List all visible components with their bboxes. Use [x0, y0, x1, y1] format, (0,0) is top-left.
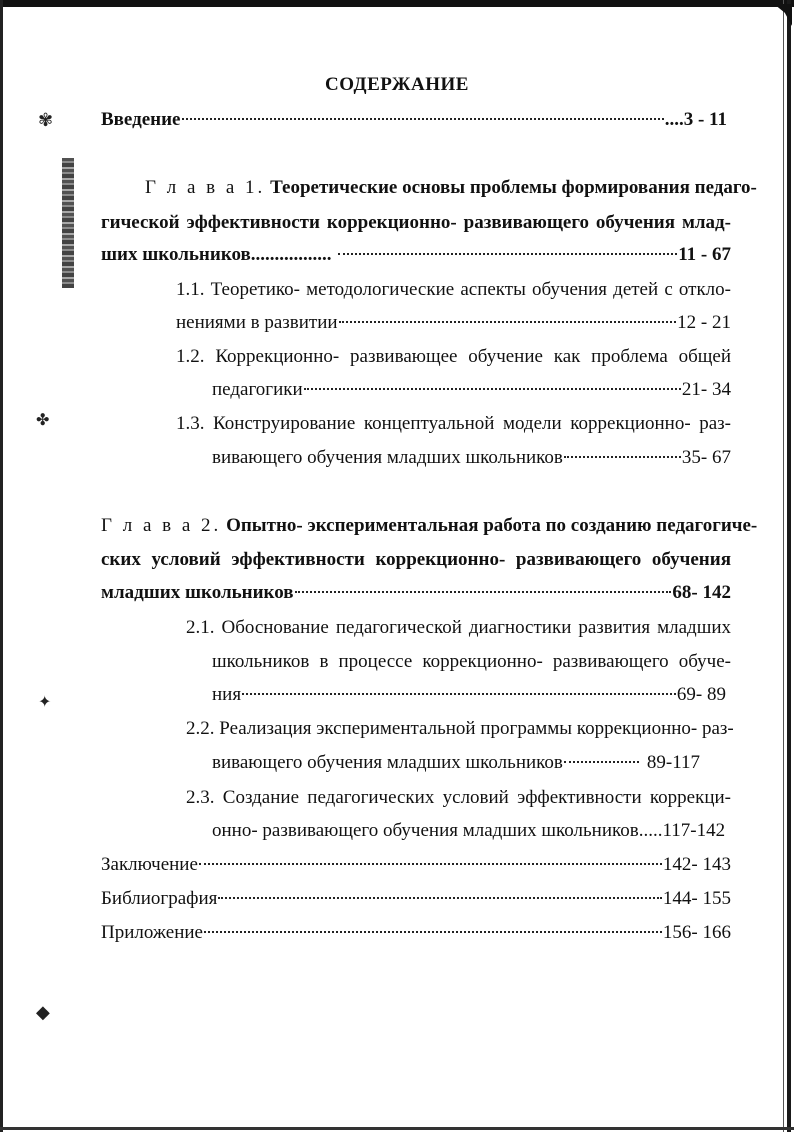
chapter-title-part: младших школьников: [101, 582, 294, 603]
toc-entry-pages: 68- 142: [672, 582, 731, 603]
dot-leader: [304, 388, 681, 390]
toc-entry-pages: 69- 89: [676, 684, 726, 705]
toc-entry-pages: 11 - 67: [678, 244, 731, 265]
toc-entry-label: педагогики: [212, 379, 303, 400]
chapter-title-part: Теоретические основы проблемы формирования педаго-: [270, 177, 757, 198]
chapter-prefix: Г л а в а 2.: [101, 515, 222, 536]
scan-border-left: [0, 0, 3, 1132]
dot-leader: [564, 761, 639, 763]
section-2-1-line3: [212, 683, 726, 707]
section-2-2-line1: 2.2. Реализация экспериментальной программы коррекционно- раз-: [186, 718, 734, 739]
dot-leader: [338, 253, 678, 255]
toc-entry-pages: 35- 67: [681, 447, 731, 468]
toc-entry-pages: .....117-142: [638, 820, 726, 841]
section-2-2-line2: [212, 751, 700, 775]
section-1-3-line2: [212, 446, 731, 470]
section-1-2-line1: 1.2. Коррекционно- развивающее обучение как проблема общей: [176, 346, 731, 367]
toc-entry-label: вивающего обучения младших школьников: [212, 447, 563, 468]
toc-entry-label: вивающего обучения младших школьников: [212, 752, 563, 773]
toc-entry-pages: 89-117: [646, 752, 700, 773]
toc-entry-label: Заключение: [101, 854, 198, 875]
scan-border-right-inner: [783, 0, 784, 1132]
chapter-1-heading-line3: [101, 243, 731, 267]
chapter-title-part: Опытно- экспериментальная работа по созданию педагогиче-: [226, 515, 758, 536]
dot-leader: [295, 591, 672, 593]
toc-entry-label: нениями в развитии: [176, 312, 338, 333]
section-1-1-line2: [176, 311, 731, 335]
toc-entry-pages: 156- 166: [662, 922, 731, 943]
scan-speck-icon: ✤: [36, 410, 50, 429]
toc-entry-pages: 12 - 21: [677, 312, 731, 333]
dot-leader: [204, 931, 662, 933]
scan-speck-icon: ◆: [36, 1002, 50, 1023]
chapter-2-heading-line3: [101, 581, 731, 605]
toc-entry-appendix: [101, 921, 731, 945]
toc-entry-bibliography: [101, 887, 731, 911]
chapter-2-heading-line1: [101, 514, 758, 538]
dot-leader: [218, 897, 662, 899]
dot-leader: [564, 456, 681, 458]
scan-artifact-strip: [62, 158, 74, 288]
scan-speck-icon: ✦: [38, 692, 52, 711]
chapter-2-heading-line2: ских условий эффективности коррекционно- развивающего обучения: [101, 549, 731, 570]
scan-border-top: [0, 0, 794, 7]
toc-entry-label: Библиография: [101, 888, 218, 909]
dot-leader: [182, 118, 664, 120]
scan-border-bottom: [0, 1127, 794, 1130]
toc-entry-conclusion: [101, 853, 731, 877]
section-2-1-line2: школьников в процессе коррекционно- развивающего обуче-: [212, 651, 731, 672]
chapter-title-part: ших школьников.................: [101, 244, 332, 265]
toc-entry-pages: 21- 34: [681, 379, 731, 400]
dot-leader: [242, 693, 676, 695]
section-1-1-line1: 1.1. Теоретико- методологические аспекты обучения детей с откло-: [176, 279, 731, 300]
toc-entry-pages: 144- 155: [662, 888, 731, 909]
toc-entry-label: Приложение: [101, 922, 203, 943]
page-title: СОДЕРЖАНИЕ: [325, 74, 469, 95]
scan-border-right: [787, 0, 791, 1132]
toc-entry-pages: ....3 - 11: [664, 109, 727, 130]
dot-leader: [339, 321, 677, 323]
chapter-prefix: Г л а в а 1.: [145, 177, 266, 198]
chapter-1-heading-line2: гической эффективности коррекционно- развивающего обучения млад-: [101, 212, 731, 233]
toc-entry-label: ния: [212, 684, 242, 705]
chapter-1-heading-line1: [145, 176, 757, 200]
toc-entry-intro: [101, 108, 727, 132]
section-2-3-line2: [212, 819, 726, 843]
toc-entry-label: онно- развивающего обучения младших школьников: [212, 820, 639, 841]
toc-entry-label: Введение: [101, 109, 181, 130]
toc-entry-pages: 142- 143: [662, 854, 731, 875]
dot-leader: [199, 863, 662, 865]
scan-speck-icon: ✾: [38, 110, 54, 131]
section-1-3-line1: 1.3. Конструирование концептуальной модели коррекционно- раз-: [176, 413, 731, 434]
section-1-2-line2: [212, 378, 731, 402]
section-2-1-line1: 2.1. Обоснование педагогической диагностики развития младших: [186, 617, 731, 638]
section-2-3-line1: 2.3. Создание педагогических условий эффективности коррекци-: [186, 787, 731, 808]
